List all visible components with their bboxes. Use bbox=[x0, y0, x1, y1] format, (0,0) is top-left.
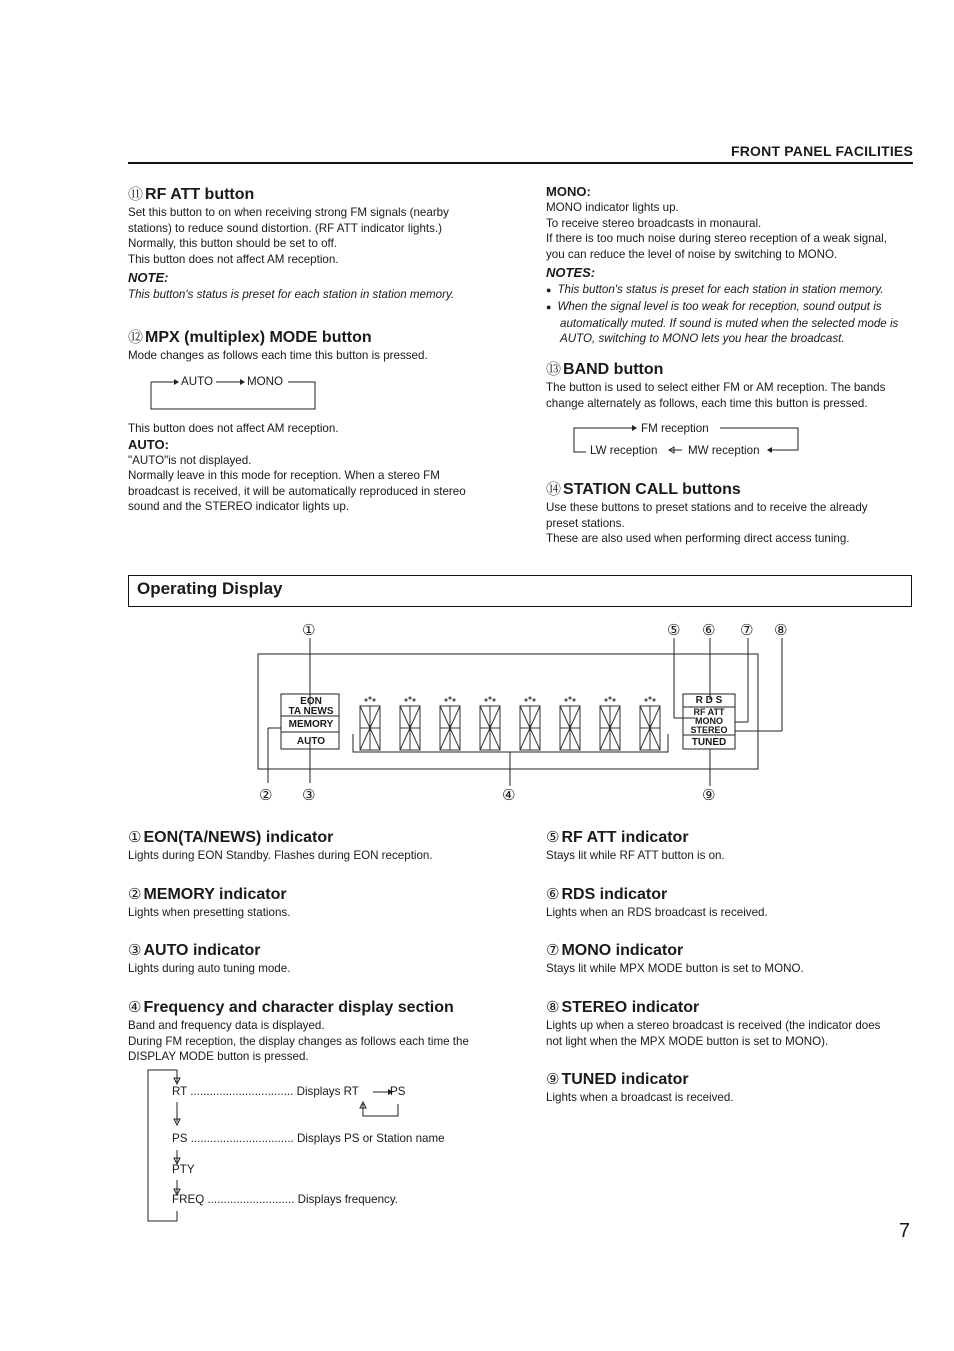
mono-notes-title: NOTES: bbox=[546, 265, 596, 281]
callout-4: ④ bbox=[502, 787, 516, 804]
seq-rt-ps: PS bbox=[390, 1085, 406, 1098]
seq-freq: FREQ ........................... Displays frequency. bbox=[172, 1193, 398, 1206]
rf-att-line: stations) to reduce sound distortion. (RF ATT indicator lights.) bbox=[128, 221, 443, 235]
header-rule bbox=[128, 162, 913, 164]
rf-att-line: Set this button to on when receiving strong FM signals (nearby bbox=[128, 206, 449, 219]
mpx-flow-diagram bbox=[148, 372, 320, 412]
station-line: Use these buttons to preset stations and to receive the already bbox=[546, 501, 868, 514]
mpx-heading: ⑫ MPX (multiplex) MODE button bbox=[128, 329, 372, 346]
indicator-tuned: ⑨ TUNED indicator Lights when a broadcast is received. bbox=[546, 1071, 734, 1104]
callout-1: ① bbox=[302, 622, 316, 639]
indicator-rf-att: ⑤ RF ATT indicator Stays lit while RF ATT button is on. bbox=[546, 829, 725, 862]
callout-6: ⑥ bbox=[702, 622, 716, 639]
auto-line: "AUTO"is not displayed. bbox=[128, 453, 252, 467]
indicator-memory: ② MEMORY indicator Lights when presetting stations. bbox=[128, 886, 291, 919]
memory-label: MEMORY bbox=[288, 719, 334, 730]
callout-9: ⑨ bbox=[702, 787, 716, 804]
auto-line: broadcast is received, it will be automatically reproduced in stereo bbox=[128, 484, 466, 498]
rf-att-note: This button's status is preset for each station in station memory. bbox=[128, 288, 455, 302]
mpx-after: This button does not affect AM reception. bbox=[128, 422, 339, 435]
rf-att-label: RF ATT bbox=[693, 707, 725, 717]
flow-fm-label: FM reception bbox=[641, 422, 709, 435]
callout-8: ⑧ bbox=[774, 622, 788, 639]
mono-line: To receive stereo broadcasts in monaural. bbox=[546, 216, 762, 230]
callout-7: ⑦ bbox=[740, 622, 754, 639]
indicator-auto: ③ AUTO indicator Lights during auto tuning mode. bbox=[128, 942, 291, 975]
auto-title: AUTO: bbox=[128, 436, 169, 452]
flow-mono-label: MONO bbox=[247, 375, 284, 388]
mpx-line: Mode changes as follows each time this button is pressed. bbox=[128, 349, 428, 362]
rf-att-section bbox=[128, 185, 496, 303]
station-heading: ⑭ STATION CALL buttons bbox=[546, 481, 741, 498]
station-line: These are also used when performing direct access tuning. bbox=[546, 532, 850, 546]
auto-line: Normally leave in this mode for reception. When a stereo FM bbox=[128, 469, 440, 483]
rf-att-note-title: NOTE: bbox=[128, 270, 169, 286]
indicator-rds: ⑥ RDS indicator Lights when an RDS broadcast is received. bbox=[546, 886, 768, 919]
mpx-auto-section bbox=[128, 421, 496, 515]
indicator-mono: ⑦ MONO indicator Stays lit while MPX MODE button is set to MONO. bbox=[546, 942, 804, 975]
flow-lw-label: LW reception bbox=[590, 444, 658, 457]
mpx-section bbox=[128, 328, 496, 364]
indicator-stereo: ⑧ STEREO indicator Lights up when a stereo broadcast is received (the indicator does not light when the MPX MODE button is set to MONO). bbox=[546, 999, 881, 1048]
page-number: 7 bbox=[898, 1220, 910, 1242]
station-section bbox=[546, 480, 914, 547]
mono-label: MONO bbox=[695, 716, 723, 726]
eon-label: EON bbox=[300, 696, 322, 707]
band-heading: ⑬ BAND button bbox=[546, 361, 664, 378]
callout-3: ③ bbox=[302, 787, 316, 804]
stereo-label: STEREO bbox=[690, 725, 728, 735]
callout-5: ⑤ bbox=[667, 622, 681, 639]
band-section bbox=[546, 360, 914, 411]
rds-label: R D S bbox=[695, 695, 723, 706]
section-header: FRONT PANEL FACILITIES bbox=[731, 143, 913, 159]
callout-2: ② bbox=[259, 787, 273, 804]
rf-att-heading: ⑪ RF ATT button bbox=[128, 186, 255, 203]
ta-news-label: TA NEWS bbox=[288, 706, 334, 717]
seq-pty: PTY bbox=[172, 1163, 195, 1176]
mono-note: ● When the signal level is too weak for reception, sound output is automatically muted. If sound is muted when the selected mode is AUTO, switching to MONO lets you hear the broadcast. bbox=[546, 299, 914, 347]
mono-line: MONO indicator lights up. bbox=[546, 201, 679, 214]
band-line: change alternately as follows, each time this button is pressed. bbox=[546, 396, 868, 410]
mono-section bbox=[546, 184, 914, 347]
seq-ps: PS ................................ Displays PS or Station name bbox=[172, 1132, 445, 1145]
band-line: The button is used to select either FM or AM reception. The bands bbox=[546, 381, 886, 394]
auto-label: AUTO bbox=[296, 736, 326, 747]
seq-rt: RT ................................ Displays RT bbox=[172, 1085, 359, 1098]
flow-auto-label: AUTO bbox=[181, 375, 213, 388]
auto-line: sound and the STEREO indicator lights up. bbox=[128, 500, 350, 514]
tuned-label: TUNED bbox=[691, 737, 727, 748]
indicator-frequency: ④ Frequency and character display section Band and frequency data is displayed. During FM reception, the display changes as follows each time the DISPLAY MODE button is pressed. bbox=[128, 999, 469, 1064]
character-segments bbox=[360, 697, 660, 750]
mono-note: ● This button's status is preset for each station in station memory. bbox=[546, 282, 914, 299]
indicator-eon: ① EON(TA/NEWS) indicator Lights during EON Standby. Flashes during EON reception. bbox=[128, 829, 433, 862]
station-line: preset stations. bbox=[546, 516, 625, 530]
flow-mw-label: MW reception bbox=[688, 444, 760, 457]
rf-att-line: This button does not affect AM reception. bbox=[128, 252, 339, 266]
mono-line: you can reduce the level of noise by switching to MONO. bbox=[546, 247, 838, 261]
rf-att-line: Normally, this button should be set to off. bbox=[128, 237, 338, 251]
mono-line: If there is too much noise during stereo reception of a weak signal, bbox=[546, 232, 887, 246]
mono-title: MONO: bbox=[546, 184, 591, 199]
operating-display-title: Operating Display bbox=[137, 579, 283, 598]
